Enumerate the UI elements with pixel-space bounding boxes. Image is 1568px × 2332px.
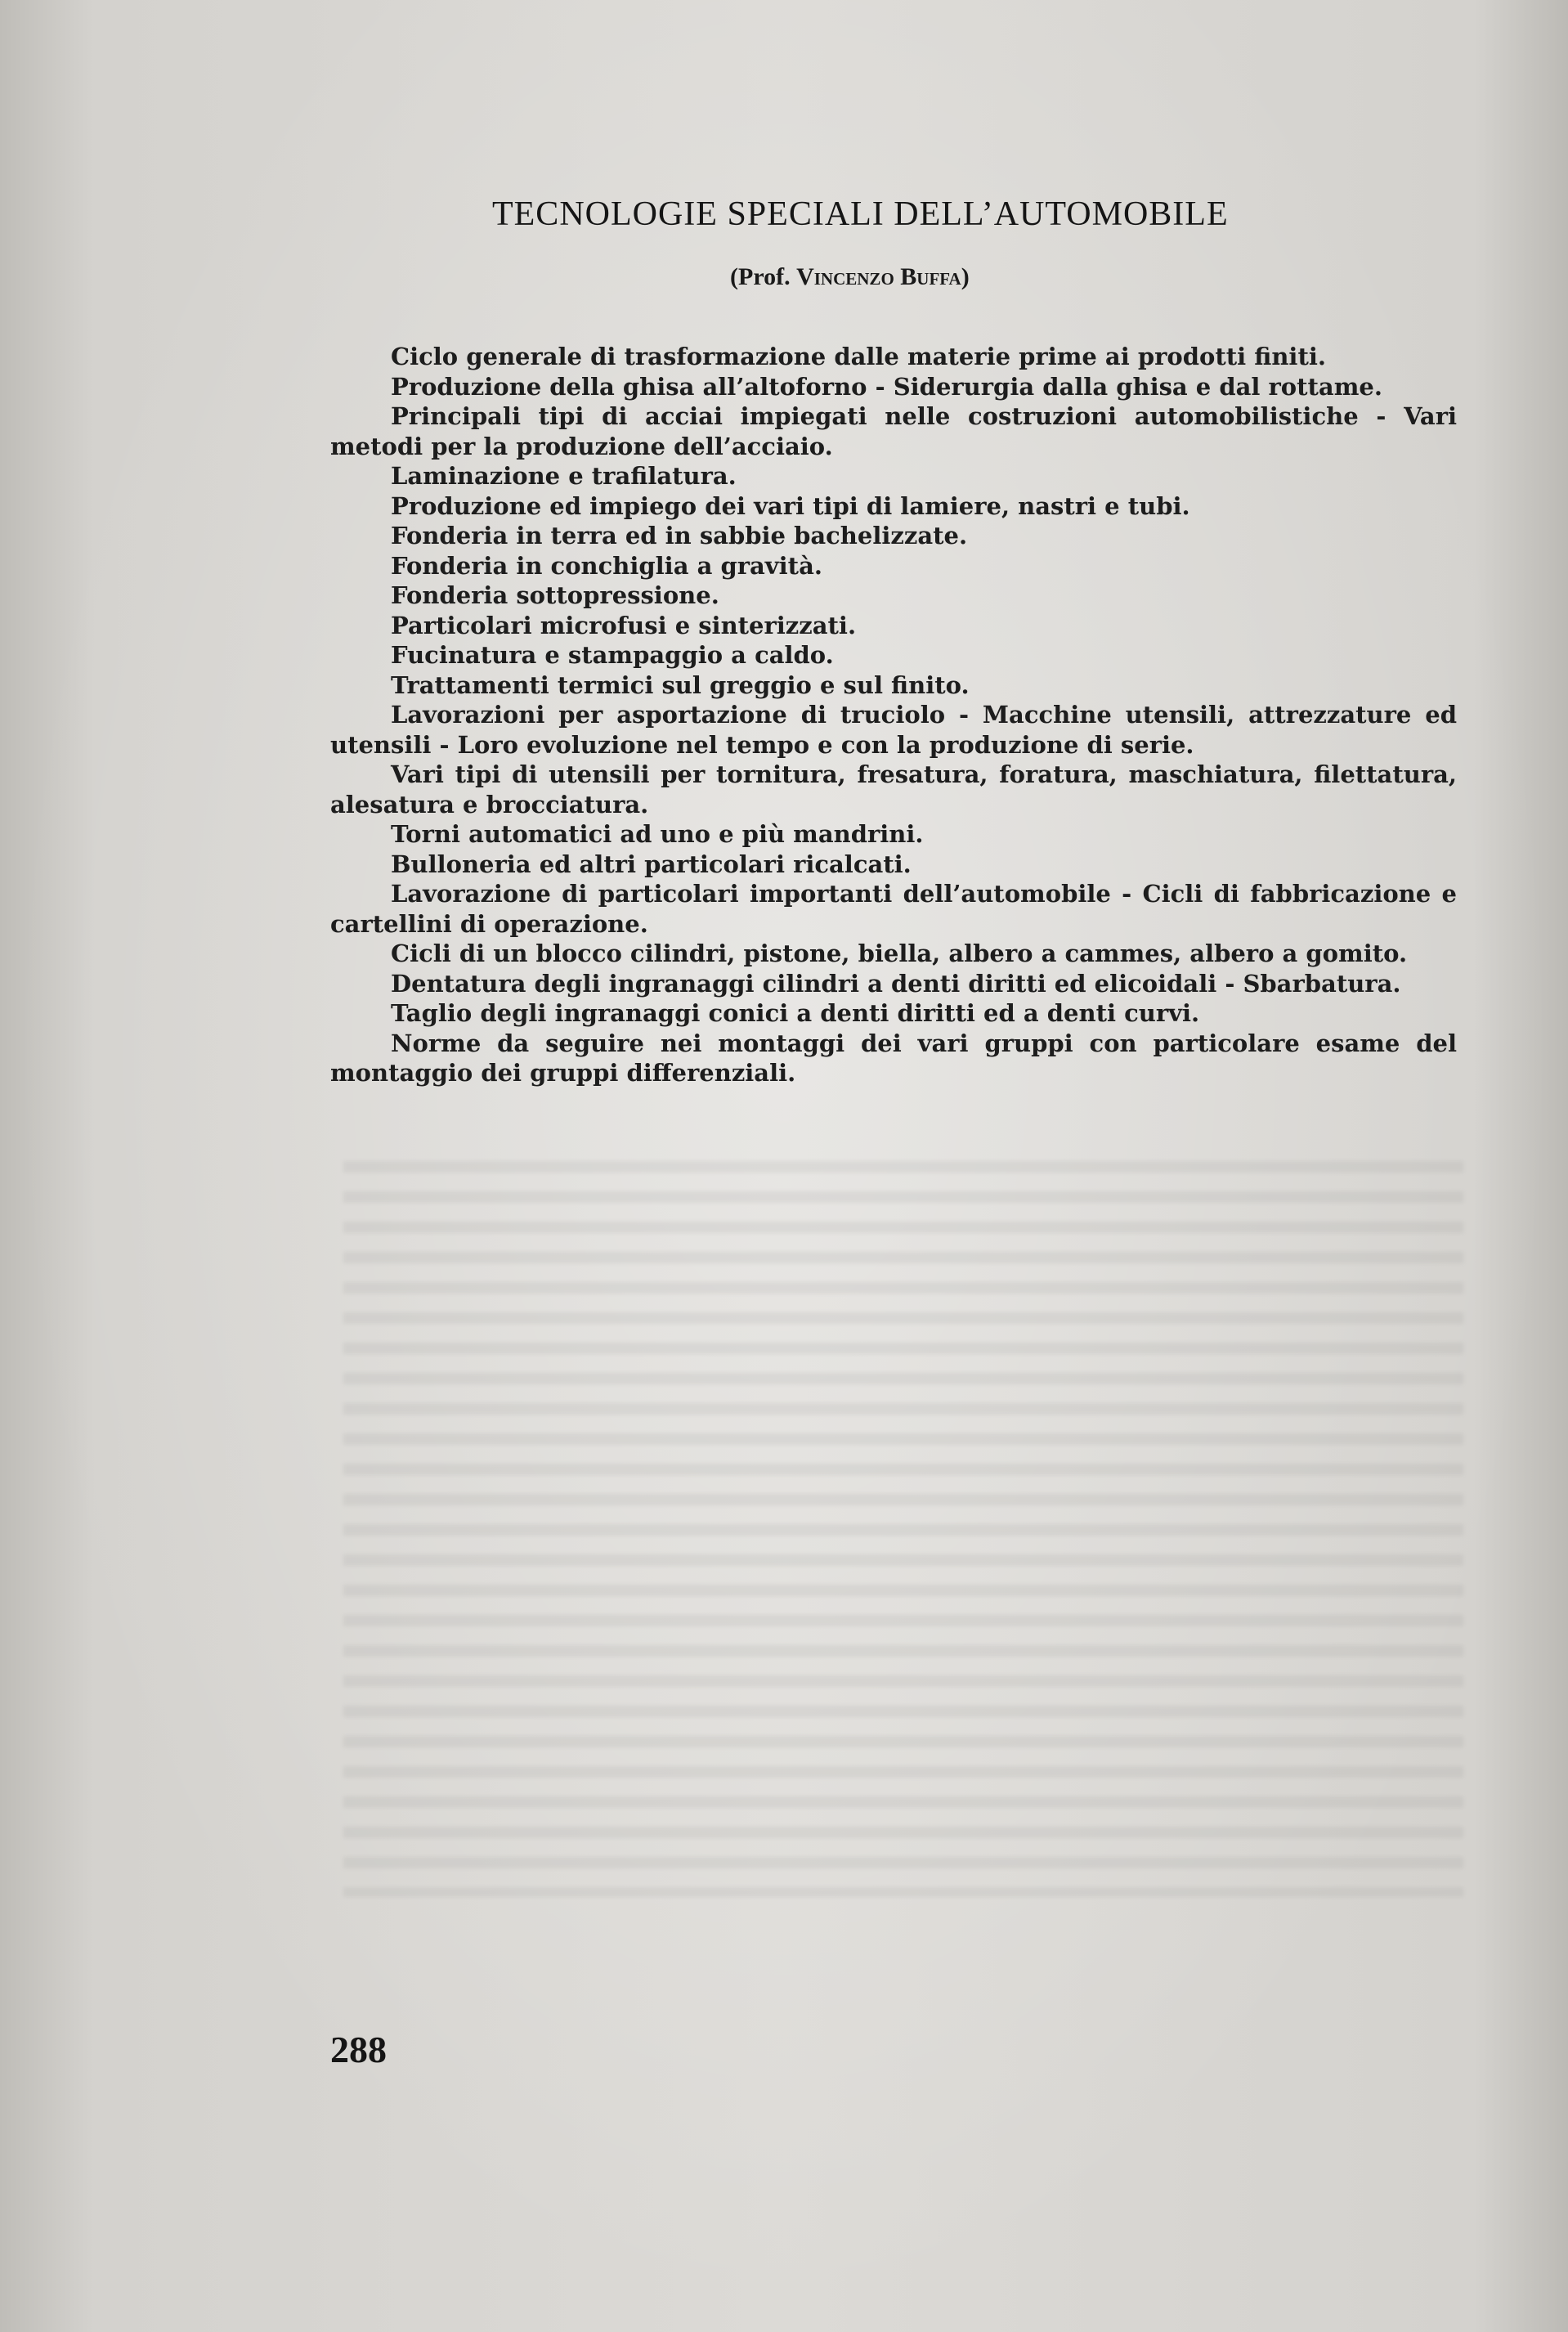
paragraph: Lavorazioni per asportazione di truciolo - Macchine utensili, attrezzature ed utensili - Loro evoluzione nel tempo e con la produzione di serie. xyxy=(330,701,1457,759)
paragraph: Fonderia in conchiglia a gravità. xyxy=(391,551,822,580)
paragraph: Fonderia sottopressione. xyxy=(391,581,719,609)
page-title: TECNOLOGIE SPECIALI DELL’AUTOMOBILE xyxy=(492,195,1229,233)
bleed-through-texture xyxy=(343,1161,1463,1897)
paragraph: Bulloneria ed altri particolari ricalcati. xyxy=(391,850,912,878)
paragraph: Ciclo generale di trasformazione dalle materie prime ai prodotti finiti. xyxy=(391,343,1326,370)
paragraph: Particolari microfusi e sinterizzati. xyxy=(391,611,857,639)
paragraph: Laminazione e trafilatura. xyxy=(391,462,737,490)
paragraph: Taglio degli ingranaggi conici a denti diritti ed a denti curvi. xyxy=(391,999,1200,1027)
paragraph: Fucinatura e stampaggio a caldo. xyxy=(391,641,834,669)
author-line xyxy=(730,263,970,291)
paragraph: Torni automatici ad uno e più mandrini. xyxy=(391,820,924,848)
paragraph: Vari tipi di utensili per tornitura, fresatura, foratura, maschiatura, filettatura, alesatura e brocciatura. xyxy=(330,760,1457,818)
syllabus-body xyxy=(330,342,1457,1088)
paragraph: Principali tipi di acciai impiegati nelle costruzioni automobilistiche - Vari metodi per la produzione dell’acciaio. xyxy=(330,402,1457,460)
page-number: 288 xyxy=(330,2029,387,2070)
author-last-name: Buffa xyxy=(900,263,961,290)
paragraph: Produzione ed impiego dei vari tipi di lamiere, nastri e tubi. xyxy=(391,491,1190,520)
paragraph: Produzione della ghisa all’altoforno - Siderurgia dalla ghisa e dal rottame. xyxy=(391,372,1382,401)
paragraph: Dentatura degli ingranaggi cilindri a denti diritti ed elicoidali - Sbarbatura. xyxy=(391,969,1401,998)
paragraph: Lavorazione di particolari importanti dell’automobile - Cicli di fabbricazione e cartellini di operazione. xyxy=(330,880,1457,938)
author-open: (Prof. xyxy=(730,263,797,290)
paragraph: Fonderia in terra ed in sabbie bachelizzate. xyxy=(391,522,968,549)
paragraph: Cicli di un blocco cilindri, pistone, biella, albero a cammes, albero a gomito. xyxy=(391,940,1408,967)
author-close: ) xyxy=(961,263,970,290)
paragraph: Norme da seguire nei montaggi dei vari gruppi con particolare esame del montaggio dei gruppi differenziali. xyxy=(330,1029,1457,1087)
paragraph: Trattamenti termici sul greggio e sul finito. xyxy=(391,670,970,699)
author-first-name: Vincenzo xyxy=(796,263,894,290)
